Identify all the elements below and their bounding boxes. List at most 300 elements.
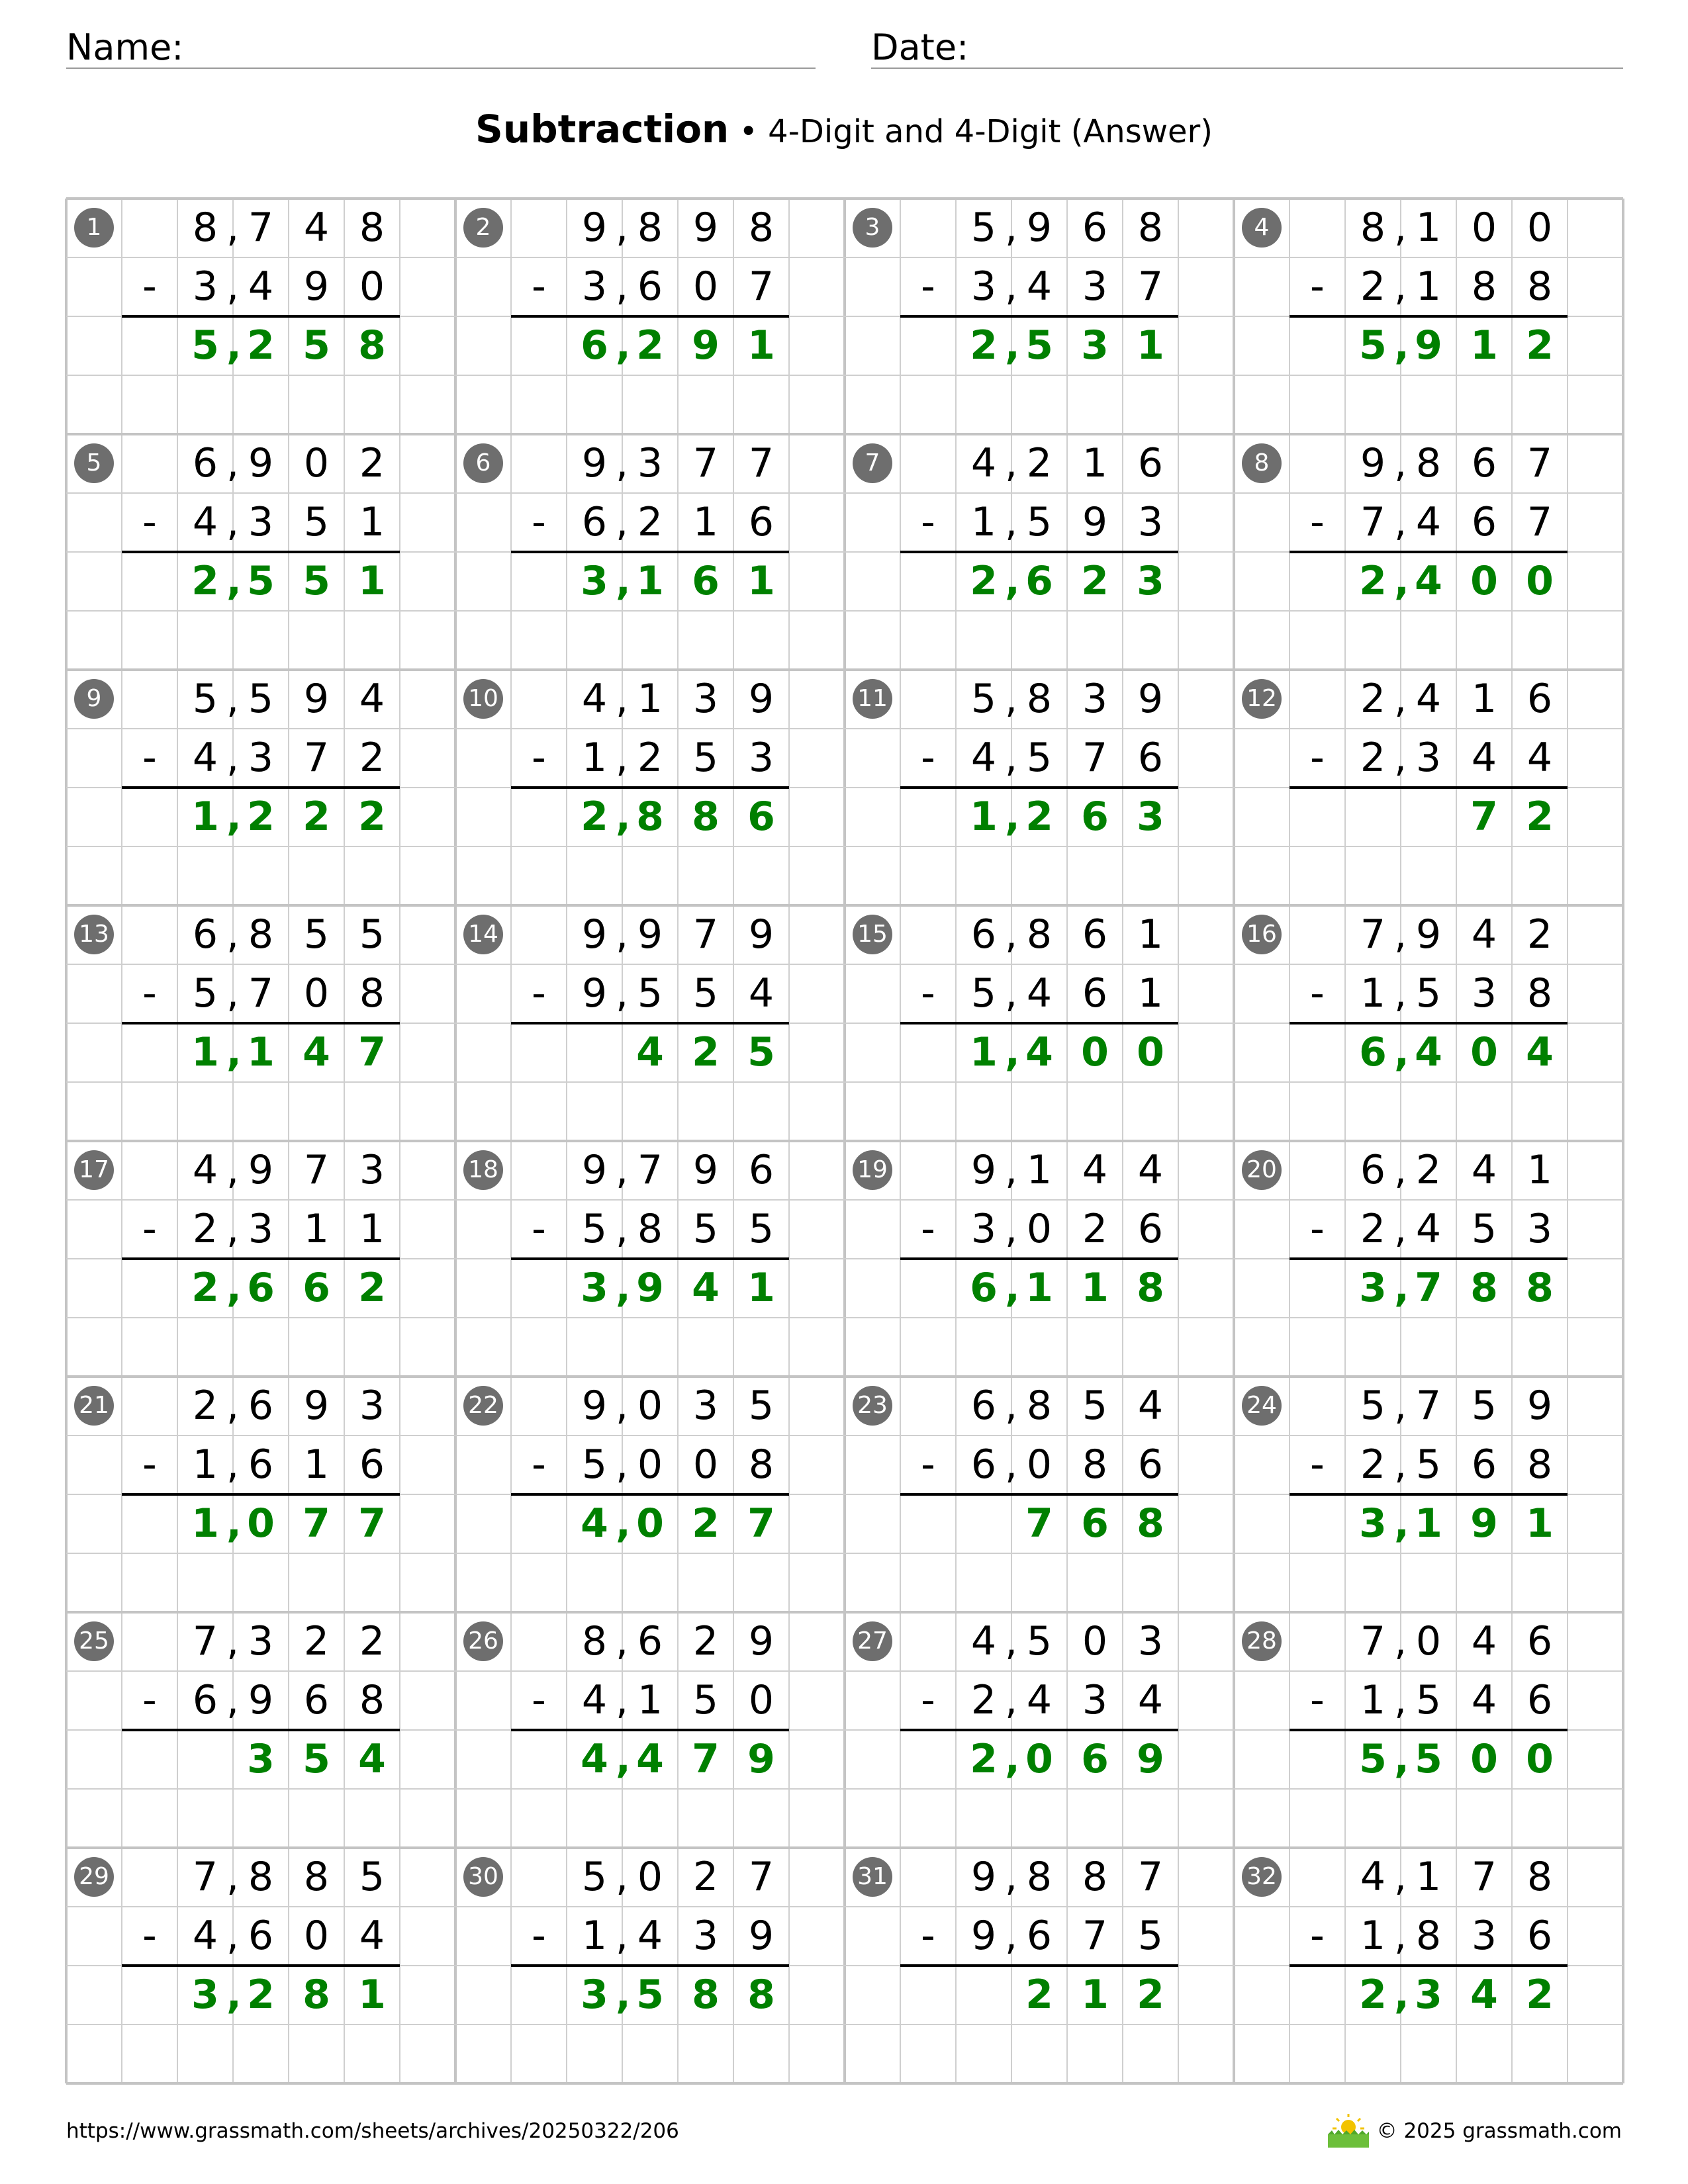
subtrahend-comma: , — [1005, 1206, 1018, 1252]
minuend-comma: , — [226, 440, 240, 486]
answer-comma: , — [1005, 794, 1020, 840]
answer-digit: 1 — [191, 1500, 219, 1547]
minuend-digit: 6 — [192, 440, 218, 486]
problem-number-badge: 23 — [853, 1386, 892, 1426]
minus-sign: - — [1310, 1677, 1325, 1723]
subtrahend-digit: 8 — [1526, 970, 1553, 1017]
minuend-digit: 5 — [1471, 1383, 1497, 1429]
minuend-digit: 9 — [1415, 911, 1442, 958]
answer-digit: 2 — [191, 1265, 219, 1311]
subtrahend-digit: 1 — [637, 1677, 663, 1723]
subtrahend-digit: 2 — [1082, 1206, 1108, 1252]
minus-sign: - — [532, 1206, 546, 1252]
problem-number-badge: 17 — [74, 1150, 114, 1190]
minuend-digit: 8 — [1360, 205, 1386, 251]
minuend-comma: , — [1394, 205, 1407, 251]
answer-digit: 5 — [1359, 1736, 1387, 1782]
minus-sign: - — [142, 1441, 157, 1488]
subtrahend-digit: 9 — [970, 1913, 997, 1959]
subtrahend-digit: 6 — [1471, 499, 1497, 545]
problem-number-badge: 25 — [74, 1621, 114, 1661]
answer-digit: 0 — [1025, 1736, 1053, 1782]
minuend-digit: 4 — [303, 205, 330, 251]
title-sub: • 4-Digit and 4-Digit (Answer) — [729, 113, 1213, 150]
minuend-comma: , — [226, 1383, 240, 1429]
subtrahend-digit: 9 — [303, 263, 330, 310]
subtrahend-digit: 6 — [1026, 1913, 1053, 1959]
minuend-comma: , — [226, 1147, 240, 1193]
answer-digit: 2 — [636, 322, 664, 369]
minuend-digit: 6 — [748, 1147, 774, 1193]
subtrahend-comma: , — [1005, 1441, 1018, 1488]
subtrahend-digit: 4 — [192, 499, 218, 545]
minuend-digit: 1 — [1137, 911, 1164, 958]
subtrahend-digit: 6 — [1137, 735, 1164, 781]
minuend-comma: , — [1005, 440, 1018, 486]
minuend-comma: , — [1005, 1383, 1018, 1429]
subtrahend-digit: 4 — [1526, 735, 1553, 781]
minuend-digit: 4 — [1415, 676, 1442, 722]
subtrahend-digit: 5 — [1026, 499, 1053, 545]
subtrahend-comma: , — [616, 970, 629, 1017]
minuend-comma: , — [226, 1618, 240, 1664]
subtrahend-digit: 5 — [1471, 1206, 1497, 1252]
minuend-digit: 8 — [248, 1854, 274, 1900]
answer-digit: 2 — [1359, 1972, 1387, 2018]
minuend-digit: 0 — [1415, 1618, 1442, 1664]
subtrahend-digit: 5 — [692, 1677, 719, 1723]
answer-digit: 7 — [1025, 1500, 1053, 1547]
subtrahend-digit: 0 — [1026, 1441, 1053, 1488]
minuend-digit: 3 — [1082, 676, 1108, 722]
subtrahend-comma: , — [1005, 499, 1018, 545]
subtrahend-digit: 4 — [748, 970, 774, 1017]
subtrahend-digit: 6 — [1526, 1677, 1553, 1723]
minuend-digit: 2 — [1415, 1147, 1442, 1193]
subtrahend-digit: 3 — [970, 1206, 997, 1252]
minuend-comma: , — [226, 205, 240, 251]
answer-digit: 5 — [191, 322, 219, 369]
answer-digit: 4 — [1415, 558, 1442, 604]
subtrahend-digit: 4 — [1415, 499, 1442, 545]
subtrahend-digit: 4 — [359, 1913, 385, 1959]
answer-digit: 7 — [1470, 794, 1498, 840]
subtrahend-digit: 2 — [1360, 263, 1386, 310]
minuend-digit: 1 — [1415, 205, 1442, 251]
answer-digit: 5 — [1025, 322, 1053, 369]
minuend-comma: , — [616, 440, 629, 486]
subtrahend-digit: 4 — [581, 1677, 608, 1723]
subtrahend-digit: 0 — [303, 1913, 330, 1959]
answer-digit: 6 — [303, 1265, 330, 1311]
minuend-digit: 6 — [1082, 911, 1108, 958]
minuend-digit: 8 — [1026, 911, 1053, 958]
subtrahend-digit: 3 — [692, 1913, 719, 1959]
minuend-digit: 3 — [692, 676, 719, 722]
subtrahend-digit: 0 — [692, 1441, 719, 1488]
subtrahend-digit: 2 — [970, 1677, 997, 1723]
subtrahend-digit: 5 — [692, 1206, 719, 1252]
minus-sign: - — [532, 735, 546, 781]
problem-grid — [66, 199, 1623, 2089]
minuend-comma: , — [1394, 1618, 1407, 1664]
subtrahend-digit: 5 — [581, 1206, 608, 1252]
subtrahend-digit: 7 — [748, 263, 774, 310]
answer-comma: , — [226, 1029, 242, 1075]
minuend-digit: 8 — [748, 205, 774, 251]
minuend-digit: 0 — [637, 1854, 663, 1900]
minuend-digit: 4 — [192, 1147, 218, 1193]
answer-digit: 7 — [358, 1029, 386, 1075]
minuend-comma: , — [1005, 1147, 1018, 1193]
minuend-digit: 7 — [1360, 1618, 1386, 1664]
minus-sign: - — [921, 1206, 935, 1252]
answer-digit: 2 — [581, 794, 608, 840]
minuend-digit: 8 — [581, 1618, 608, 1664]
problem-number-badge: 18 — [463, 1150, 503, 1190]
answer-digit: 8 — [1470, 1265, 1498, 1311]
problem-number-badge: 14 — [463, 915, 503, 954]
answer-digit: 7 — [303, 1500, 330, 1547]
minuend-digit: 0 — [637, 1383, 663, 1429]
minuend-digit: 1 — [1471, 676, 1497, 722]
answer-digit: 9 — [692, 322, 720, 369]
minuend-digit: 7 — [192, 1618, 218, 1664]
answer-comma: , — [616, 322, 631, 369]
subtrahend-digit: 2 — [359, 735, 385, 781]
answer-digit: 3 — [1359, 1265, 1387, 1311]
answer-digit: 0 — [1526, 1736, 1554, 1782]
subtrahend-digit: 3 — [248, 499, 274, 545]
answer-comma: , — [1005, 1736, 1020, 1782]
subtrahend-digit: 8 — [359, 970, 385, 1017]
answer-digit: 1 — [1081, 1265, 1109, 1311]
minuend-digit: 7 — [748, 440, 774, 486]
answer-digit: 3 — [1137, 558, 1164, 604]
subtrahend-comma: , — [226, 499, 240, 545]
subtrahend-digit: 3 — [248, 1206, 274, 1252]
answer-digit: 8 — [692, 1972, 720, 2018]
answer-digit: 2 — [247, 1972, 275, 2018]
answer-digit: 8 — [747, 1972, 775, 2018]
answer-digit: 4 — [581, 1500, 608, 1547]
answer-comma: , — [226, 794, 242, 840]
answer-digit: 6 — [692, 558, 720, 604]
subtrahend-digit: 6 — [248, 1441, 274, 1488]
minus-sign: - — [921, 1441, 935, 1488]
answer-digit: 4 — [692, 1265, 720, 1311]
answer-digit: 8 — [692, 794, 720, 840]
subtrahend-digit: 7 — [1082, 735, 1108, 781]
minus-sign: - — [142, 970, 157, 1017]
minuend-digit: 5 — [303, 911, 330, 958]
subtrahend-digit: 1 — [359, 1206, 385, 1252]
subtrahend-comma: , — [226, 263, 240, 310]
subtrahend-digit: 5 — [303, 499, 330, 545]
problem-number-badge: 16 — [1242, 915, 1282, 954]
answer-digit: 1 — [1137, 322, 1164, 369]
minuend-digit: 9 — [581, 1147, 608, 1193]
minus-sign: - — [532, 263, 546, 310]
answer-digit: 0 — [1470, 1736, 1498, 1782]
answer-digit: 8 — [636, 794, 664, 840]
problem-number-badge: 31 — [853, 1857, 892, 1897]
minuend-digit: 6 — [1526, 1618, 1553, 1664]
minuend-digit: 9 — [637, 911, 663, 958]
subtrahend-digit: 2 — [637, 499, 663, 545]
answer-digit: 6 — [247, 1265, 275, 1311]
minus-sign: - — [1310, 970, 1325, 1017]
minuend-digit: 7 — [1360, 911, 1386, 958]
minus-sign: - — [921, 1913, 935, 1959]
subtrahend-digit: 2 — [1360, 1441, 1386, 1488]
problem-number-badge: 20 — [1242, 1150, 1282, 1190]
minuend-digit: 0 — [1526, 205, 1553, 251]
subtrahend-digit: 0 — [692, 263, 719, 310]
subtrahend-digit: 7 — [1082, 1913, 1108, 1959]
answer-digit: 8 — [1526, 1265, 1554, 1311]
minuend-digit: 4 — [970, 440, 997, 486]
minuend-digit: 8 — [1026, 1854, 1053, 1900]
answer-digit: 6 — [1081, 794, 1109, 840]
answer-digit: 0 — [636, 1500, 664, 1547]
subtrahend-digit: 1 — [581, 735, 608, 781]
answer-digit: 2 — [247, 322, 275, 369]
problem-number-badge: 1 — [74, 208, 114, 248]
problem-number-badge: 32 — [1242, 1857, 1282, 1897]
answer-comma: , — [616, 1265, 631, 1311]
subtrahend-digit: 5 — [970, 970, 997, 1017]
minus-sign: - — [921, 1677, 935, 1723]
answer-digit: 4 — [636, 1736, 664, 1782]
answer-digit: 6 — [581, 322, 608, 369]
minuend-comma: , — [1005, 676, 1018, 722]
answer-digit: 0 — [1081, 1029, 1109, 1075]
answer-digit: 1 — [747, 558, 775, 604]
answer-digit: 6 — [1359, 1029, 1387, 1075]
subtrahend-digit: 6 — [1526, 1913, 1553, 1959]
subtrahend-comma: , — [226, 735, 240, 781]
subtrahend-digit: 7 — [1526, 499, 1553, 545]
minus-sign: - — [142, 1206, 157, 1252]
minuend-digit: 5 — [748, 1383, 774, 1429]
answer-digit: 8 — [303, 1972, 330, 2018]
minuend-comma: , — [226, 911, 240, 958]
minuend-digit: 6 — [1137, 440, 1164, 486]
answer-digit: 4 — [1025, 1029, 1053, 1075]
minuend-comma: , — [1394, 1147, 1407, 1193]
date-line[interactable] — [871, 68, 1623, 69]
problem-number-badge: 29 — [74, 1857, 114, 1897]
subtrahend-digit: 4 — [637, 1913, 663, 1959]
answer-digit: 1 — [191, 794, 219, 840]
subtrahend-digit: 5 — [1026, 735, 1053, 781]
minuend-digit: 4 — [1082, 1147, 1108, 1193]
problem-number-badge: 26 — [463, 1621, 503, 1661]
subtrahend-comma: , — [1005, 263, 1018, 310]
minuend-digit: 9 — [692, 205, 719, 251]
subtrahend-digit: 8 — [1415, 1913, 1442, 1959]
answer-digit: 3 — [581, 1972, 608, 2018]
answer-digit: 3 — [581, 1265, 608, 1311]
subtrahend-digit: 6 — [637, 263, 663, 310]
answer-comma: , — [226, 1265, 242, 1311]
minuend-digit: 9 — [692, 1147, 719, 1193]
subtrahend-digit: 3 — [1082, 1677, 1108, 1723]
subtrahend-digit: 4 — [1026, 970, 1053, 1017]
name-line[interactable] — [66, 68, 816, 69]
minuend-digit: 6 — [248, 1383, 274, 1429]
subtrahend-comma: , — [1394, 1913, 1407, 1959]
minuend-digit: 9 — [581, 1383, 608, 1429]
minus-sign: - — [1310, 1913, 1325, 1959]
problem-number-badge: 24 — [1242, 1386, 1282, 1426]
answer-digit: 2 — [1526, 322, 1554, 369]
minuend-digit: 0 — [1082, 1618, 1108, 1664]
minuend-digit: 8 — [192, 205, 218, 251]
minus-sign: - — [532, 1913, 546, 1959]
subtrahend-digit: 1 — [1360, 970, 1386, 1017]
minuend-digit: 8 — [1082, 1854, 1108, 1900]
answer-digit: 0 — [1137, 1029, 1164, 1075]
answer-digit: 0 — [1526, 558, 1554, 604]
subtrahend-digit: 6 — [748, 499, 774, 545]
subtrahend-comma: , — [1005, 1677, 1018, 1723]
minuend-digit: 8 — [303, 1854, 330, 1900]
answer-comma: , — [1394, 1500, 1409, 1547]
subtrahend-digit: 4 — [192, 735, 218, 781]
minuend-digit: 2 — [303, 1618, 330, 1664]
minuend-digit: 5 — [192, 676, 218, 722]
answer-comma: , — [616, 794, 631, 840]
minuend-digit: 9 — [748, 911, 774, 958]
minuend-comma: , — [616, 1854, 629, 1900]
date-label: Date: — [871, 26, 969, 68]
answer-digit: 2 — [1025, 794, 1053, 840]
problem-number-badge: 19 — [853, 1150, 892, 1190]
answer-digit: 2 — [247, 794, 275, 840]
answer-digit: 4 — [581, 1736, 608, 1782]
subtrahend-digit: 6 — [359, 1441, 385, 1488]
minuend-digit: 4 — [1471, 1618, 1497, 1664]
minuend-digit: 3 — [692, 1383, 719, 1429]
minuend-digit: 8 — [637, 205, 663, 251]
answer-digit: 3 — [1359, 1500, 1387, 1547]
answer-digit: 2 — [692, 1029, 720, 1075]
problem-number-badge: 2 — [463, 208, 503, 248]
subtrahend-comma: , — [1394, 1206, 1407, 1252]
subtrahend-digit: 2 — [192, 1206, 218, 1252]
answer-digit: 4 — [303, 1029, 330, 1075]
answer-digit: 4 — [358, 1736, 386, 1782]
answer-digit: 2 — [1526, 794, 1554, 840]
answer-digit: 5 — [1359, 322, 1387, 369]
subtrahend-digit: 6 — [1471, 1441, 1497, 1488]
minuend-digit: 9 — [303, 1383, 330, 1429]
minuend-comma: , — [616, 1618, 629, 1664]
minuend-digit: 8 — [248, 911, 274, 958]
subtrahend-digit: 9 — [581, 970, 608, 1017]
subtrahend-digit: 7 — [303, 735, 330, 781]
answer-digit: 6 — [1025, 558, 1053, 604]
minuend-digit: 5 — [1360, 1383, 1386, 1429]
answer-digit: 2 — [358, 794, 386, 840]
problem-number-badge: 4 — [1242, 208, 1282, 248]
answer-comma: , — [616, 558, 631, 604]
problem-number-badge: 6 — [463, 443, 503, 483]
subtrahend-digit: 3 — [1415, 735, 1442, 781]
answer-digit: 5 — [747, 1029, 775, 1075]
answer-digit: 7 — [358, 1500, 386, 1547]
subtrahend-digit: 3 — [748, 735, 774, 781]
minuend-comma: , — [1394, 911, 1407, 958]
minuend-digit: 6 — [1360, 1147, 1386, 1193]
subtrahend-digit: 1 — [692, 499, 719, 545]
answer-comma: , — [1005, 1265, 1020, 1311]
minuend-comma: , — [1394, 676, 1407, 722]
subtrahend-digit: 6 — [970, 1441, 997, 1488]
answer-digit: 2 — [692, 1500, 720, 1547]
problem-number-badge: 27 — [853, 1621, 892, 1661]
answer-digit: 2 — [970, 322, 998, 369]
minuend-digit: 1 — [637, 676, 663, 722]
subtrahend-digit: 3 — [970, 263, 997, 310]
minus-sign: - — [921, 263, 935, 310]
subtrahend-digit: 4 — [1415, 1206, 1442, 1252]
problem-number-badge: 8 — [1242, 443, 1282, 483]
answer-digit: 4 — [1415, 1029, 1442, 1075]
minuend-digit: 9 — [248, 1147, 274, 1193]
subtrahend-comma: , — [226, 1441, 240, 1488]
answer-digit: 1 — [1081, 1972, 1109, 2018]
minuend-comma: , — [1005, 205, 1018, 251]
problem-number-badge: 11 — [853, 679, 892, 719]
subtrahend-comma: , — [616, 499, 629, 545]
answer-digit: 9 — [747, 1736, 775, 1782]
subtrahend-digit: 6 — [248, 1913, 274, 1959]
minuend-comma: , — [1394, 1383, 1407, 1429]
minuend-digit: 8 — [1415, 440, 1442, 486]
minuend-digit: 0 — [303, 440, 330, 486]
subtrahend-comma: , — [616, 263, 629, 310]
minuend-comma: , — [1005, 1618, 1018, 1664]
subtrahend-digit: 8 — [1471, 263, 1497, 310]
answer-digit: 7 — [692, 1736, 720, 1782]
subtrahend-digit: 7 — [1360, 499, 1386, 545]
minuend-digit: 8 — [1526, 1854, 1553, 1900]
subtrahend-digit: 9 — [1082, 499, 1108, 545]
answer-digit: 0 — [247, 1500, 275, 1547]
answer-digit: 1 — [747, 1265, 775, 1311]
minus-sign: - — [921, 735, 935, 781]
worksheet-title — [0, 106, 1688, 155]
subtrahend-digit: 1 — [1137, 970, 1164, 1017]
answer-digit: 4 — [636, 1029, 664, 1075]
subtrahend-digit: 8 — [359, 1677, 385, 1723]
answer-digit: 3 — [1415, 1972, 1442, 2018]
answer-digit: 6 — [747, 794, 775, 840]
minuend-digit: 9 — [581, 911, 608, 958]
answer-digit: 2 — [358, 1265, 386, 1311]
subtrahend-comma: , — [616, 1441, 629, 1488]
answer-digit: 3 — [581, 558, 608, 604]
subtrahend-comma: , — [1005, 735, 1018, 781]
answer-digit: 0 — [1470, 1029, 1498, 1075]
subtrahend-digit: 4 — [1026, 1677, 1053, 1723]
minuend-digit: 5 — [970, 676, 997, 722]
subtrahend-digit: 2 — [1360, 1206, 1386, 1252]
minuend-digit: 1 — [1082, 440, 1108, 486]
